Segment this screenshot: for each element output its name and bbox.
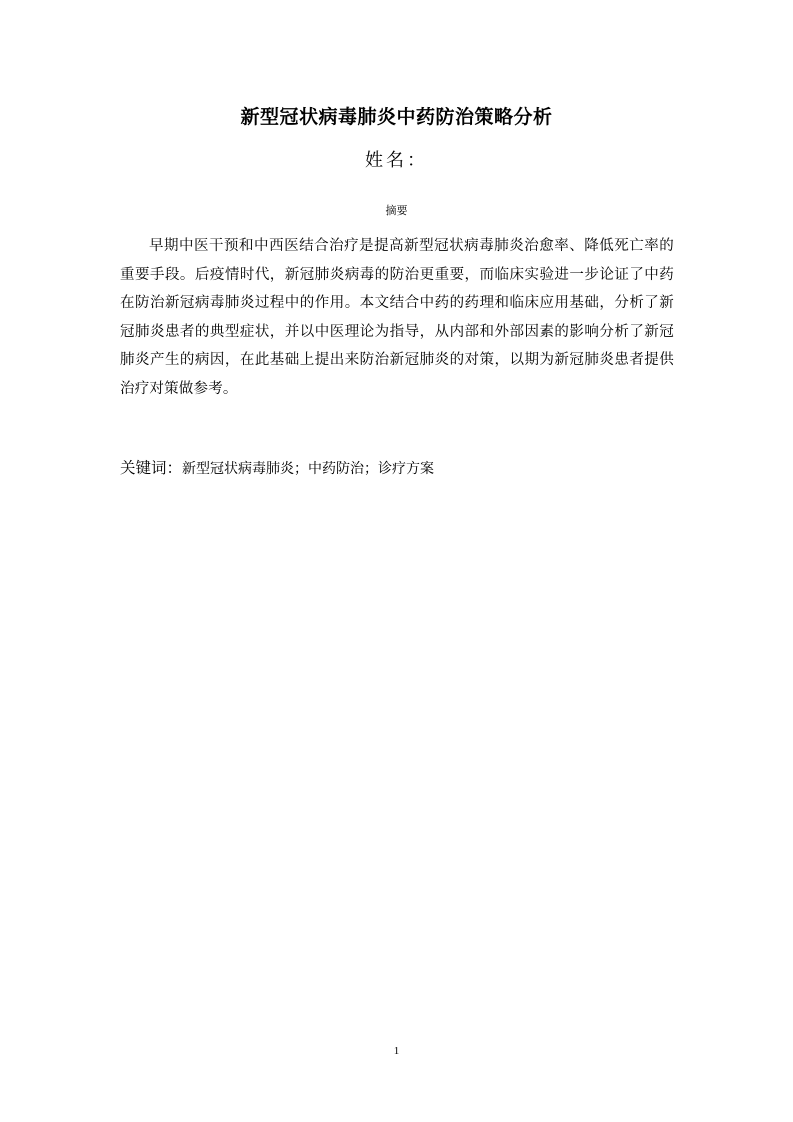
page-number: 1 (393, 1045, 400, 1057)
abstract-body: 早期中医干预和中西医结合治疗是提高新型冠状病毒肺炎治愈率、降低死亡率的重要手段。后疫情时代，新冠肺炎病毒的防治更重要，而临床实验进一步论证了中药在防治新冠病毒肺炎过程中的作用。本文结合中药的药理和临床应用基础，分析了新冠肺炎患者的典型症状，并以中医理论为指导，从内部和外部因素的影响分析了新冠肺炎产生的病因，在此基础上提出来防治新冠肺炎的对策，以期为新冠肺炎患者提供治疗对策做参考。 (120, 238, 674, 397)
keywords-label: 关键词： (120, 459, 183, 477)
abstract-heading: 摘要 (385, 204, 408, 217)
author-label: 姓名： (365, 150, 428, 171)
keywords-text: 新型冠状病毒肺炎；中药防治；诊疗方案 (182, 461, 435, 477)
page-title: 新型冠状病毒肺炎中药防治策略分析 (240, 106, 553, 128)
keywords-line (120, 455, 674, 482)
